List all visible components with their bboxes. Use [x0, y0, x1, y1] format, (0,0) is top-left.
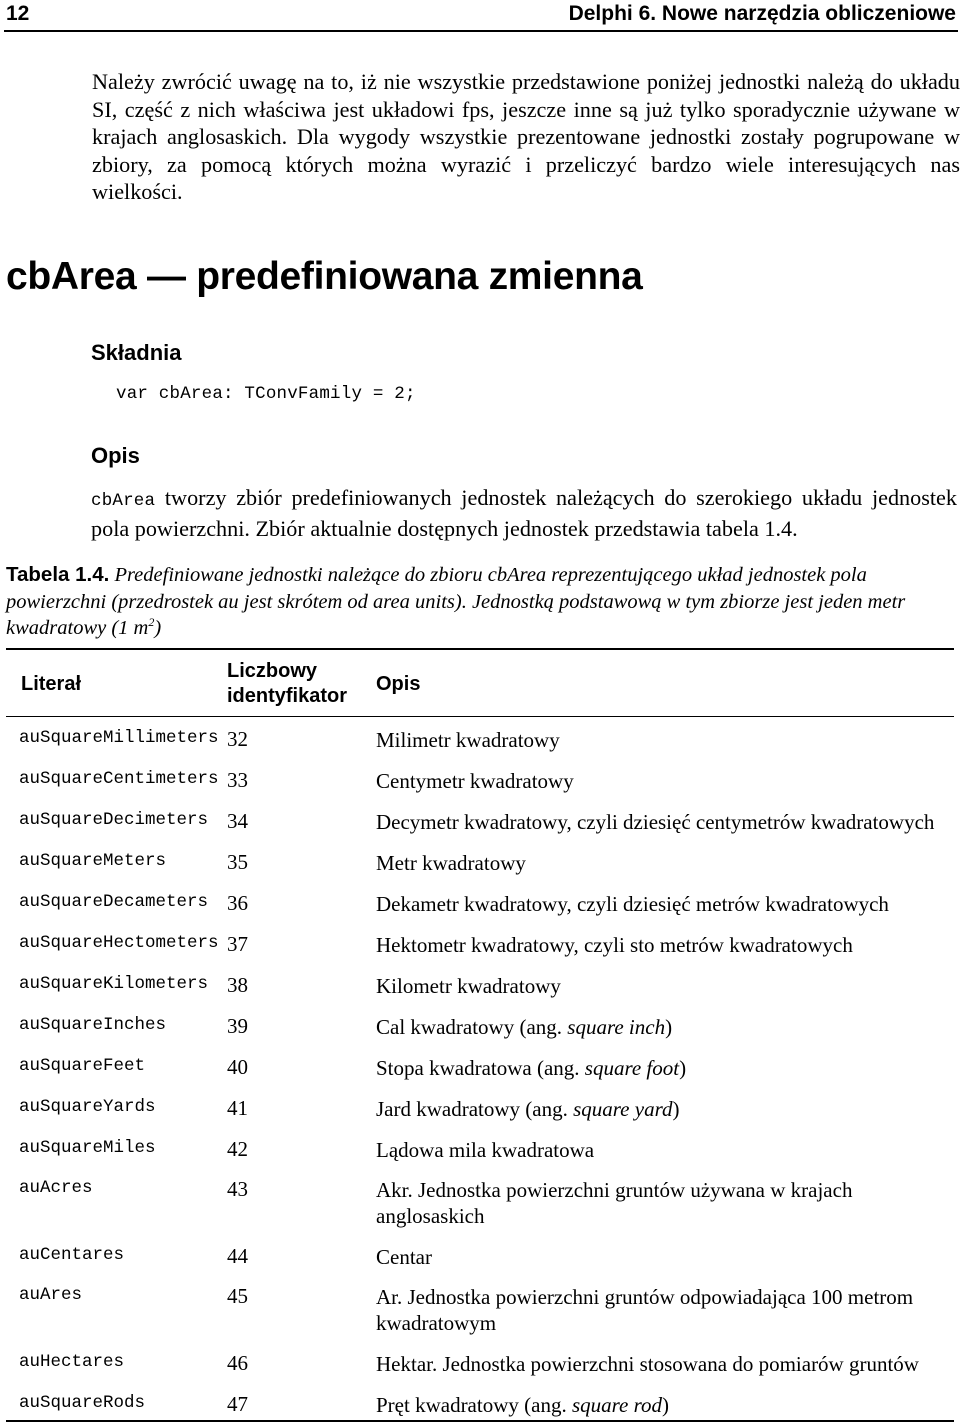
cell-description: [376, 1055, 956, 1081]
cell-numeric-id: 46: [227, 1351, 248, 1375]
cell-literal: auSquareFeet: [19, 1056, 146, 1076]
cell-literal: auSquareDecimeters: [19, 810, 209, 830]
table-caption: [6, 562, 956, 642]
cell-description: [376, 809, 956, 835]
cell-literal: auSquareCentimeters: [19, 769, 219, 789]
cell-description-text: Hektar. Jednostka powierzchni stosowana do pomiarów gruntów: [376, 1352, 919, 1376]
table-caption-text: Predefiniowane jednostki należące do zbioru cbArea reprezentującego układ jednostek pola powierzchni (przedrostek au jest skrótem od area units). Jednostką podstawową w tym zbiorze jest jeden metr kwadratowy (1 m: [6, 564, 906, 639]
cell-description-text: Akr. Jednostka powierzchni gruntów używana w krajach anglosaskich: [376, 1178, 853, 1228]
cell-description-text: Kilometr kwadratowy: [376, 974, 561, 998]
cell-description-text: Pręt kwadratowy (ang.: [376, 1393, 572, 1417]
cell-description: [376, 1096, 956, 1122]
cell-description-text: Lądowa mila kwadratowa: [376, 1138, 595, 1162]
cell-description-english-term: square rod: [571, 1393, 662, 1417]
cell-numeric-id: 36: [227, 891, 248, 915]
cell-description: [376, 1244, 956, 1270]
cell-literal: auSquareRods: [19, 1393, 146, 1413]
cell-numeric-id: 37: [227, 932, 248, 956]
cell-description-text: Hektometr kwadratowy, czyli sto metrów kwadratowych: [376, 933, 853, 957]
table-caption-superscript: 2: [148, 615, 155, 630]
cell-literal: auCentares: [19, 1245, 125, 1265]
table-caption-close: ): [154, 617, 162, 639]
cell-numeric-id: 34: [227, 809, 248, 833]
table-caption-label: Tabela 1.4.: [6, 563, 110, 586]
cell-numeric-id: 43: [227, 1177, 248, 1201]
cell-numeric-id: 35: [227, 850, 248, 874]
cell-description-text: Ar. Jednostka powierzchni gruntów odpowiadająca 100 metrom kwadratowym: [376, 1285, 914, 1335]
cell-description: [376, 1177, 956, 1229]
cell-numeric-id: 45: [227, 1284, 248, 1308]
cell-numeric-id: 40: [227, 1055, 248, 1079]
cell-description: [376, 1392, 956, 1418]
cell-description-close: ): [661, 1393, 669, 1417]
cell-description-english-term: square inch: [567, 1015, 666, 1039]
cell-description-english-term: square foot: [584, 1056, 680, 1080]
running-header-title: Delphi 6. Nowe narzędzia obliczeniowe: [568, 2, 956, 25]
cell-numeric-id: 38: [227, 973, 248, 997]
description-paragraph: [91, 484, 957, 543]
cell-literal: auAcres: [19, 1178, 93, 1198]
header-rule: [4, 30, 958, 32]
cell-description-text: Jard kwadratowy (ang.: [376, 1097, 574, 1121]
cell-literal: auSquareDecameters: [19, 892, 209, 912]
table-header-rule: [6, 716, 954, 717]
description-text: tworzy zbiór predefiniowanych jednostek należących do szerokiego układu jednostek pola powierzchni. Zbiór aktualnie dostępnych jednostek przedstawia tabela 1.4.: [91, 485, 957, 541]
cell-description-close: ): [665, 1015, 673, 1039]
cell-literal: auSquareMeters: [19, 851, 167, 871]
cell-literal: auSquareMiles: [19, 1138, 156, 1158]
table-bottom-rule: [6, 1420, 954, 1422]
intro-paragraph: Należy zwrócić uwagę na to, iż nie wszystkie przedstawione poniżej jednostki należą do układu SI, część z nich właściwa jest układowi fps, jeszcze inne są już tylko sporadycznie używane w krajach anglosaskich. Dla wygody wszystkie prezentowane jednostki zostały pogrupowane w zbiory, za pomocą których można wyrazić i przeliczyć bardzo wiele interesujących nas wielkości.: [92, 69, 960, 204]
page-number: 12: [6, 2, 30, 25]
cell-literal: auSquareKilometers: [19, 974, 209, 994]
table-top-rule: [6, 648, 954, 650]
cell-description-close: ): [679, 1056, 687, 1080]
cell-numeric-id: 33: [227, 768, 248, 792]
cell-literal: auSquareInches: [19, 1015, 167, 1035]
cell-description-text: Milimetr kwadratowy: [376, 728, 560, 752]
cell-literal: auAres: [19, 1285, 83, 1305]
section-title: cbArea — predefiniowana zmienna: [6, 255, 643, 298]
cell-description: [376, 1284, 956, 1336]
cell-literal: auSquareMillimeters: [19, 728, 219, 748]
cell-numeric-id: 39: [227, 1014, 248, 1038]
cell-literal: auSquareHectometers: [19, 933, 219, 953]
cell-description-text: Stopa kwadratowa (ang.: [376, 1056, 585, 1080]
cell-description-text: Cal kwadratowy (ang.: [376, 1015, 568, 1039]
cell-description-text: Dekametr kwadratowy, czyli dziesięć metrów kwadratowych: [376, 892, 889, 916]
cell-description: [376, 973, 956, 999]
cell-description: [376, 1351, 956, 1377]
cell-numeric-id: 44: [227, 1244, 248, 1268]
column-header-numeric-id: Liczbowy identyfikator: [227, 660, 348, 707]
cell-description: [376, 727, 956, 753]
cell-literal: auHectares: [19, 1352, 125, 1372]
cell-numeric-id: 41: [227, 1096, 248, 1120]
cell-description-text: Centar: [376, 1245, 432, 1269]
cell-literal: auSquareYards: [19, 1097, 156, 1117]
cell-description-text: Decymetr kwadratowy, czyli dziesięć centymetrów kwadratowych: [376, 810, 935, 834]
syntax-heading: Składnia: [91, 340, 182, 365]
cell-description: [376, 1014, 956, 1040]
cell-description: [376, 891, 956, 917]
cell-numeric-id: 32: [227, 727, 248, 751]
description-code: cbArea: [91, 491, 156, 511]
cell-description: [376, 850, 956, 876]
cell-description-text: Metr kwadratowy: [376, 851, 526, 875]
cell-description-english-term: square yard: [573, 1097, 673, 1121]
column-header-description: Opis: [376, 673, 421, 695]
cell-numeric-id: 42: [227, 1137, 248, 1161]
description-heading: Opis: [91, 443, 140, 468]
column-header-literal: Literał: [21, 673, 82, 695]
cell-description: [376, 932, 956, 958]
cell-description-text: Centymetr kwadratowy: [376, 769, 574, 793]
cell-description-close: ): [672, 1097, 680, 1121]
cell-numeric-id: 47: [227, 1392, 248, 1416]
syntax-code: var cbArea: TConvFamily = 2;: [116, 384, 416, 404]
cell-description: [376, 1137, 956, 1163]
cell-description: [376, 768, 956, 794]
